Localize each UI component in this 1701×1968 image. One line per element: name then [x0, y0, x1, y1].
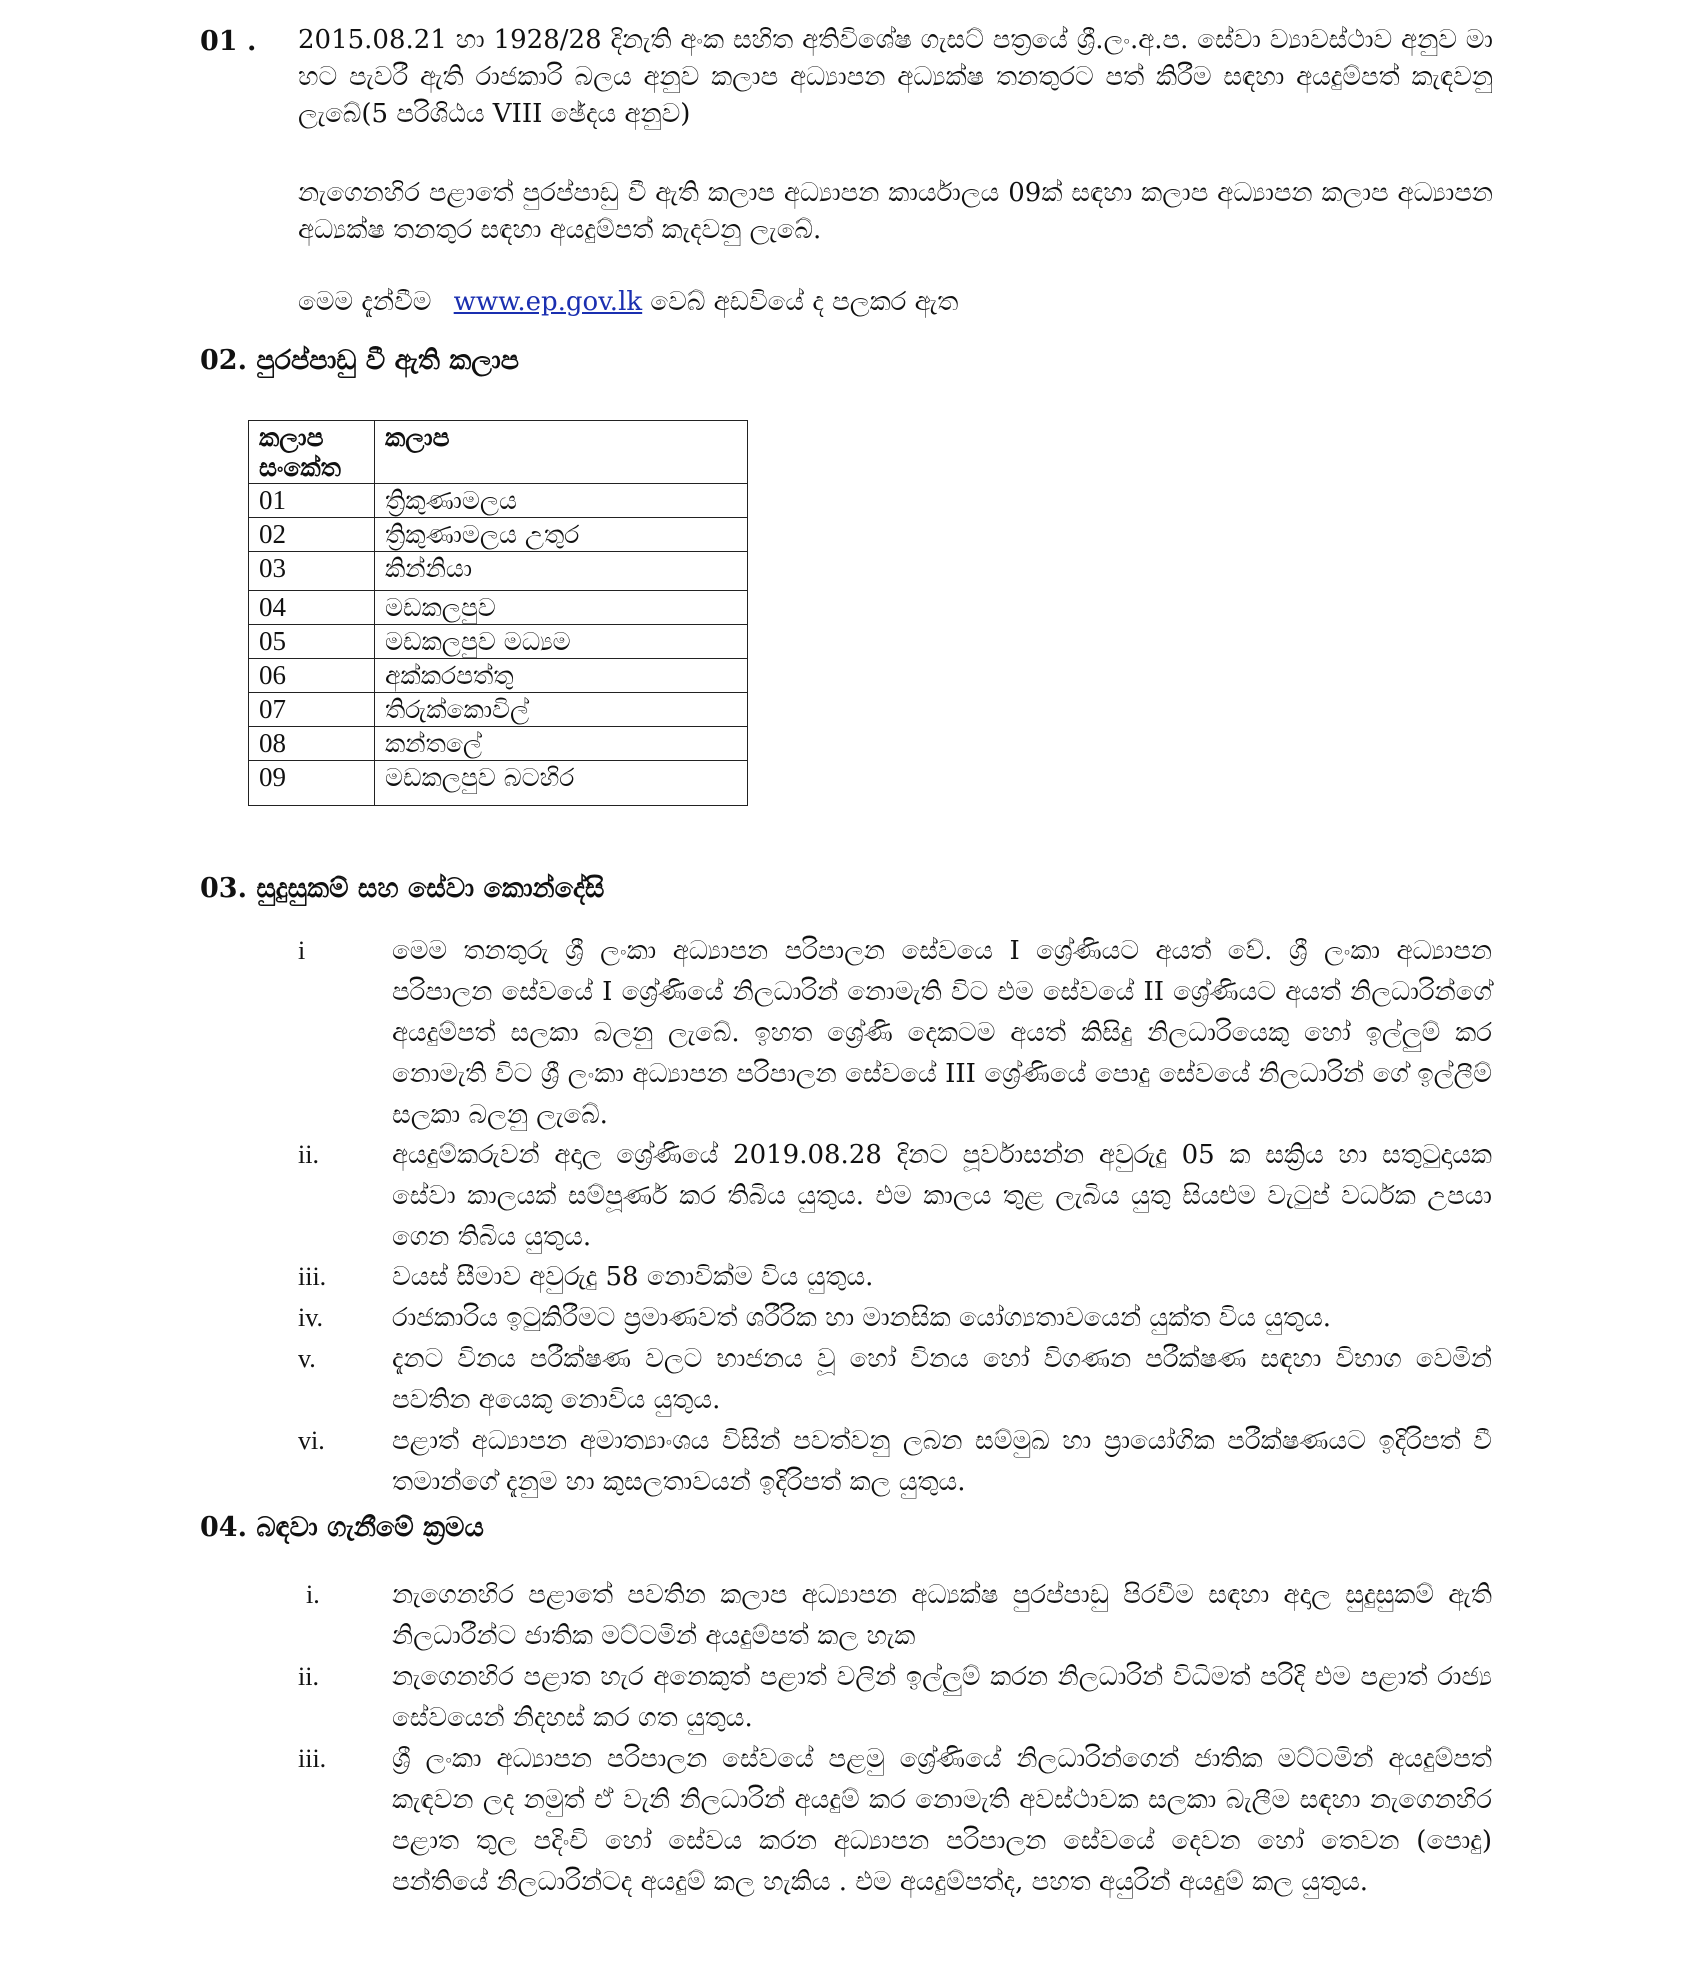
notice-prefix: මෙම දැන්වීම — [298, 287, 432, 317]
section-3-item-text: පළාත් අධ්‍යාපන අමාත්‍යාංශය විසින් පවත්වනු ලබන සම්මුඛ හා ප්‍රායෝගික පරීක්ෂණයට ඉදිරිපත් වී තමාන්ගේ දැනුම හා කුසලතාවයන් ඉදිරිපත් කල යුතුය. — [392, 1426, 1492, 1497]
section-3-item-text: අයදුම්කරුවන් අදාල ශ්‍රේණියේ 2019.08.28 දිනට පූර්වාසන්න අවුරුදු 05 ක සක්‍රිය හා සතුටුදායක සේවා කාලයක් සම්පූර්ණ කර තිබිය යුතුය. එම කාලය තුළ ලැබිය යුතු සියළුම වැටුප් වර්ධක උපයා ගෙන තිබිය යුතුය. — [392, 1140, 1492, 1252]
section-3-item-number: i — [298, 936, 306, 965]
notice-suffix: වෙබ් අඩවියේ ද පලකර ඇත — [650, 287, 959, 317]
zone-name: ත්‍රිකුණාමලය උතුර — [375, 518, 748, 552]
section-4-item-text: ශ්‍රී ලංකා අධ්‍යාපන පරිපාලන සේවයේ පළමු ශ්‍රේණියේ නිලධාරින්ගෙන් ජාතික මට්ටමින් අයදුම්පත් කැඳවන ලද නමුත් ඒ වැනි නිලධාරින් අයදුම් කර නොමැති අවස්ථාවක සලකා බැලීම සඳහා නැගෙනහිර පළාත තුල පදිංචි හෝ සේවය කරන අධ්‍යාපන පරිපාලන සේවයේ දෙවන හෝ තෙවන (පොදු) පන්තියේ නිලධාරින්ටද අයදුම් කල හැකිය . එම අයදුම්පත්ද, පහත අයුරින් අයදුම් කල යුතුය. — [392, 1744, 1492, 1897]
zone-code: 08 — [249, 727, 375, 761]
zone-name: මඩකලපුව මධ්‍යම — [375, 625, 748, 659]
section-1-paragraph-2: නැගෙනහිර පළාතේ පුරප්පාඩු වී ඇති කලාප අධ්‍යාපන කාර්යාලය 09ක් සඳහා කලාප අධ්‍යාපන කලාප අධ්‍යාපන අධ්‍යක්ෂ තනතුර සඳහා අයදුම්පත් කැදවනු ලැබේ. — [298, 178, 1493, 245]
section-3-item-number: v. — [298, 1344, 316, 1373]
table-row — [249, 659, 748, 693]
section-2-heading: 02. පුරප්පාඩු වී ඇති කලාප — [200, 345, 520, 376]
section-3-heading: 03. සුදුසුකම් සහ සේවා කොන්දේසි — [200, 873, 605, 904]
table-header-zone: කලාප — [375, 421, 748, 484]
zones-table — [248, 420, 748, 806]
section-3-item-text: රාජකාරිය ඉටුකිරීමට ප්‍රමාණවත් ශරීරික හා මානසික යෝග්‍යතාවයෙන් යුක්ත විය යුතුය. — [392, 1303, 1332, 1333]
table-row — [249, 484, 748, 518]
section-3-item-text: දැනට විනය පරීක්ෂණ වලට භාජනය වූ හෝ විනය හෝ විගණන පරීක්ෂණ සඳහා විභාග වෙමින් පවතින අයෙකු නොවිය යුතුය. — [392, 1344, 1492, 1415]
website-link[interactable]: www.ep.gov.lk — [453, 287, 643, 317]
section-3-item-text: මෙම තනතුරු ශ්‍රී ලංකා අධ්‍යාපන පරිපාලන සේවයෙ I ශ්‍රේණියට අයත් වේ. ශ්‍රී ලංකා අධ්‍යාපන පරිපාලන සේවයේ I ශ්‍රේණියේ නිලධාරින් නොමැති විට එම සේවයේ II ශ්‍රේණියට අයත් නිලධාරින්ගේ අයදුම්පත් සලකා බලනු ලැබේ. ඉහත ශ්‍රේණි දෙකටම අයත් කිසිදු නිලධාරියෙකු හෝ ඉල්ලුම් කර නොමැති විට ශ්‍රී ලංකා අධ්‍යාපන පරිපාලන සේවයේ III ශ්‍රේණියේ පොදු සේවයේ නිලධාරින් ගේ ඉල්ලීම් සලකා බලනු ලැබේ. — [392, 936, 1492, 1130]
zone-code: 02 — [249, 518, 375, 552]
zone-name: මඩකලපුව බටහිර — [375, 761, 748, 806]
section-1-paragraph-1: 2015.08.21 හා 1928/28 දිනැති අංක සහිත අතිවිශේෂ ගැසට් පත්‍රයේ ශ්‍රී.ලං.අ.ප. සේවා ව්‍යාවස්ථාව අනුව මා හට පැවරී ඇති රාජකාරි බලය අනුව කලාප අධ්‍යාපන අධ්‍යක්ෂ තනතුරට පත් කිරීම සඳහා අයදුම්පත් කැඳවනු ලැබේ(5 පරිශිඨය VIII ඡේදය අනුව) — [298, 25, 1493, 129]
section-4-item-number: iii. — [298, 1744, 327, 1773]
section-3-item-number: vi. — [298, 1426, 325, 1455]
zone-code: 03 — [249, 552, 375, 591]
zone-code: 07 — [249, 693, 375, 727]
zone-code: 01 — [249, 484, 375, 518]
zone-name: කන්තලේ — [375, 727, 748, 761]
zone-name: කින්නියා — [375, 552, 748, 591]
table-header-row — [249, 421, 748, 484]
section-4-item-text: නැගෙනහිර පළාත හැර අනෙකුත් පළාත් වලින් ඉල්ලුම් කරන නිලධාරින් විධිමත් පරිදි එම පළාත් රාජ්‍ය සේවයෙන් නිදහස් කර ගත යුතුය. — [392, 1662, 1492, 1733]
table-row — [249, 591, 748, 625]
zone-code: 06 — [249, 659, 375, 693]
zone-name: අක්කරපත්තු — [375, 659, 748, 693]
table-row — [249, 693, 748, 727]
section-3-item-number: iv. — [298, 1303, 324, 1332]
section-1-notice — [298, 284, 1493, 321]
section-4-item-text: නැගෙනහිර පළාතේ පවතින කලාප අධ්‍යාපන අධ්‍යක්ෂ පුරප්පාඩු පිරවීම සඳහා අදාල සුදුසුකම් ඇති නිලධාරීන්ට ජාතික මට්ටමින් අයදුම්පත් කල හැක — [392, 1580, 1492, 1651]
table-row — [249, 727, 748, 761]
section-4-item-number: i. — [306, 1580, 320, 1609]
section-4-heading: 04. බඳවා ගැනීමේ ක්‍රමය — [200, 1512, 484, 1543]
zone-name: තිරුක්කොවිල් — [375, 693, 748, 727]
section-3-item-number: ii. — [298, 1140, 319, 1169]
table-row — [249, 625, 748, 659]
zone-name: ත්‍රිකුණාමලය — [375, 484, 748, 518]
section-3-item-text: වයස් සීමාව අවුරුදු 58 නොවික්ම විය යුතුය. — [392, 1262, 874, 1292]
section-4-item-number: ii. — [298, 1662, 319, 1691]
zone-code: 05 — [249, 625, 375, 659]
section-3-item-number: iii. — [298, 1262, 327, 1291]
zone-code: 09 — [249, 761, 375, 806]
zone-code: 04 — [249, 591, 375, 625]
table-header-code: කලාප සංකේත — [249, 421, 375, 484]
zone-name: මඩකලපුව — [375, 591, 748, 625]
table-row — [249, 552, 748, 591]
table-row — [249, 518, 748, 552]
table-row — [249, 761, 748, 806]
section-1-number: 01 . — [200, 26, 257, 57]
